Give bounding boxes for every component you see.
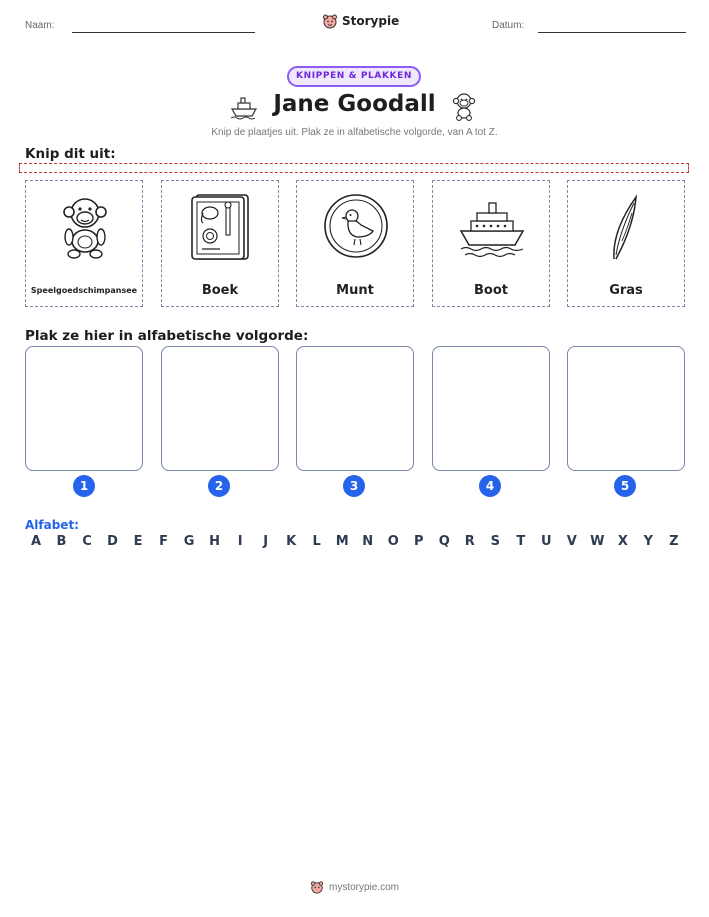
- paste-box-5[interactable]: [567, 346, 685, 471]
- paste-section-label: Plak ze hier in alfabetische volgorde:: [25, 328, 309, 344]
- paste-box-1[interactable]: [25, 346, 143, 471]
- instructions: Knip de plaatjes uit. Plak ze in alfabetische volgorde, van A tot Z.: [211, 127, 498, 138]
- date-line: [538, 32, 686, 33]
- alphabet-letter: V: [566, 534, 577, 549]
- name-label: Naam:: [25, 20, 55, 31]
- cut-card-coin[interactable]: [296, 180, 414, 307]
- alphabet-label: Alfabet:: [25, 518, 79, 532]
- alphabet-row: [25, 534, 685, 549]
- paste-box-3[interactable]: [296, 346, 414, 471]
- alphabet-letter: J: [263, 534, 269, 549]
- activity-badge: KNIPPEN & PLAKKEN: [287, 66, 421, 87]
- coin-icon: [321, 191, 391, 261]
- cut-card-word: Boek: [201, 283, 239, 298]
- alphabet-letter: R: [464, 534, 475, 549]
- cut-line: [19, 163, 689, 173]
- cut-card-word: Munt: [336, 283, 374, 298]
- cut-card-word: Speelgoedschimpansee: [30, 286, 138, 295]
- paste-number-3: 3: [343, 475, 365, 497]
- brand-name: Storypie: [342, 14, 400, 28]
- alphabet-letter: W: [590, 534, 605, 549]
- cut-card-grass[interactable]: [567, 180, 685, 307]
- storypie-logo-icon: [310, 880, 324, 894]
- alphabet-letter: A: [30, 534, 42, 549]
- grass-icon: [592, 191, 662, 261]
- paste-number-4: 4: [479, 475, 501, 497]
- alphabet-letter: C: [82, 534, 92, 549]
- alphabet-letter: M: [335, 534, 349, 549]
- cut-card-word: Boot: [474, 283, 508, 298]
- alphabet-letter: S: [490, 534, 500, 549]
- paste-number-5: 5: [614, 475, 636, 497]
- alphabet-letter: I: [237, 534, 243, 549]
- cut-card-book[interactable]: [161, 180, 279, 307]
- alphabet-letter: D: [107, 534, 118, 549]
- paste-box-2[interactable]: [161, 346, 279, 471]
- date-label: Datum:: [492, 20, 525, 31]
- toy-chimpanzee-icon: [50, 191, 120, 261]
- alphabet-letter: L: [312, 534, 321, 549]
- cut-card-ship[interactable]: [432, 180, 550, 307]
- paste-number-1: 1: [73, 475, 95, 497]
- cut-card-word: Gras: [609, 283, 643, 298]
- brand-logo: [322, 13, 399, 29]
- alphabet-letter: H: [209, 534, 221, 549]
- page-title: Jane Goodall: [273, 91, 436, 117]
- alphabet-letter: E: [133, 534, 143, 549]
- alphabet-letter: T: [516, 534, 526, 549]
- alphabet-letter: Z: [669, 534, 679, 549]
- cut-section-label: Knip dit uit:: [25, 146, 116, 162]
- storypie-logo-icon: [322, 13, 338, 29]
- alphabet-letter: G: [183, 534, 195, 549]
- alphabet-letter: Q: [438, 534, 450, 549]
- footer-url[interactable]: mystorypie.com: [328, 881, 399, 893]
- name-line: [72, 32, 255, 33]
- footer: [0, 880, 709, 894]
- monkey-icon: [449, 91, 479, 121]
- alphabet-letter: K: [286, 534, 297, 549]
- paste-box-4[interactable]: [432, 346, 550, 471]
- alphabet-letter: U: [541, 534, 552, 549]
- book-icon: [186, 191, 256, 261]
- alphabet-letter: O: [387, 534, 399, 549]
- ship-icon: [457, 191, 527, 261]
- alphabet-letter: F: [159, 534, 169, 549]
- alphabet-letter: Y: [643, 534, 654, 549]
- paste-number-2: 2: [208, 475, 230, 497]
- cut-card-toy-chimpanzee[interactable]: [25, 180, 143, 307]
- alphabet-letter: P: [413, 534, 424, 549]
- alphabet-letter: X: [617, 534, 628, 549]
- alphabet-letter: N: [362, 534, 374, 549]
- alphabet-letter: B: [56, 534, 67, 549]
